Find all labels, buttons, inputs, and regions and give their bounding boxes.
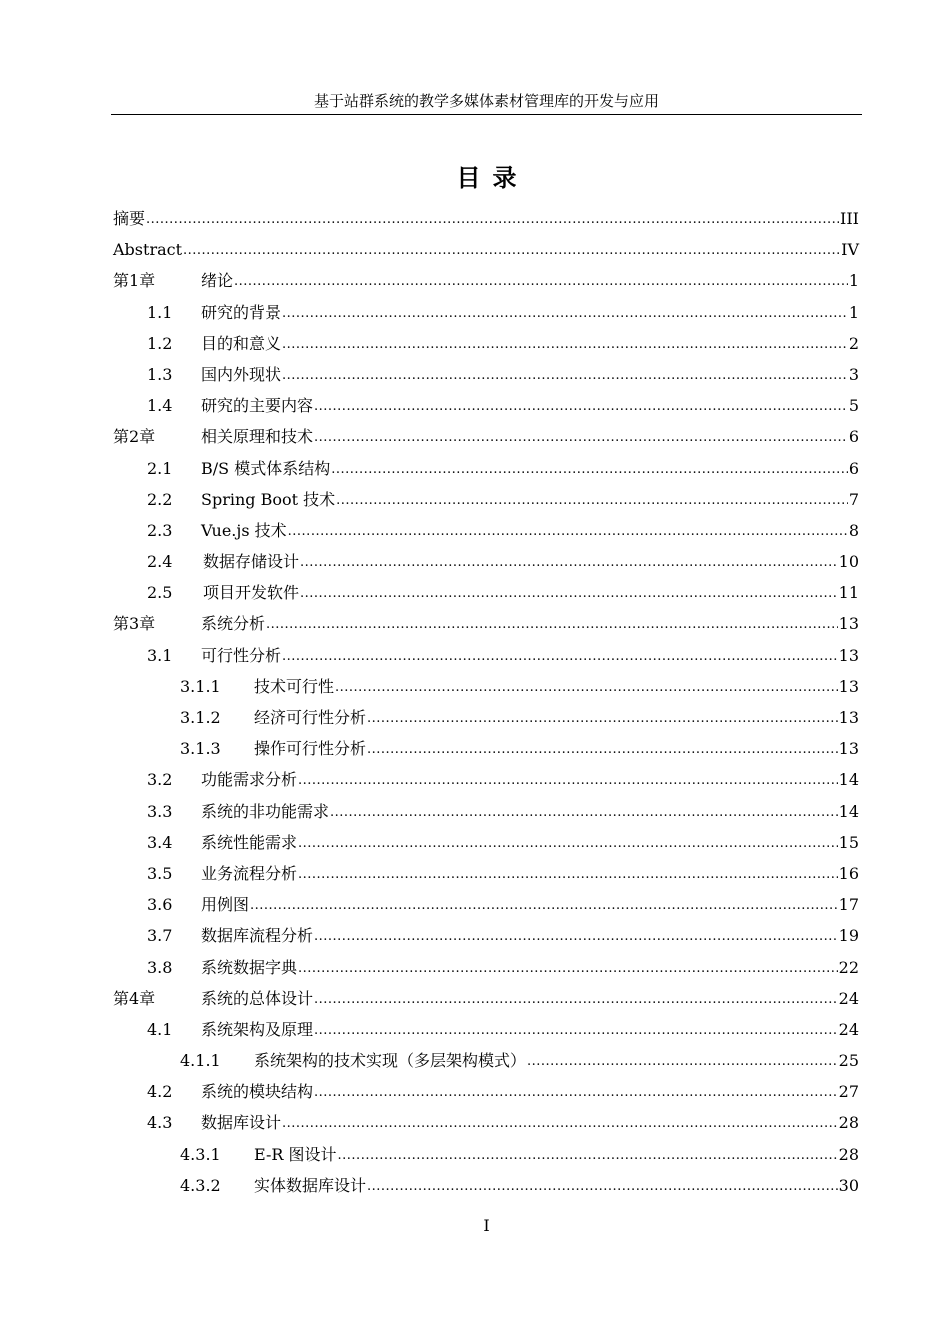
- toc-entry-page: 5: [848, 396, 859, 416]
- toc-entry-page: 15: [838, 832, 859, 852]
- toc-entry-number: 3.1.1: [180, 676, 221, 696]
- toc-entry-label: 系统的总体设计: [201, 988, 314, 1008]
- toc-entry-label: Spring Boot 技术: [201, 489, 336, 509]
- toc-entry-label: 系统架构及原理: [201, 1019, 314, 1039]
- toc-entry-number: 3.6: [147, 895, 173, 915]
- toc-entry[interactable]: [113, 515, 859, 546]
- toc-entry[interactable]: [113, 764, 859, 795]
- toc-leader-dots: [314, 389, 848, 422]
- toc-entry-label: 用例图: [201, 895, 250, 915]
- toc-entry-page: 3: [848, 364, 859, 384]
- toc-entry-label: Vue.js 技术: [201, 520, 287, 540]
- toc-leader-dots: [282, 327, 848, 360]
- toc-entry-page: 1: [848, 271, 859, 291]
- toc-entry-label: 系统的非功能需求: [201, 801, 330, 821]
- toc-entry-number: 2.4: [147, 552, 173, 572]
- toc-leader-dots: [367, 1169, 838, 1202]
- toc-entry[interactable]: [113, 920, 859, 951]
- toc-entry-label: 摘要: [113, 209, 146, 228]
- toc-entry-label: 经济可行性分析: [254, 708, 367, 727]
- toc-entry-page: 24: [838, 988, 859, 1008]
- toc-entry-number: 2.1: [147, 458, 173, 478]
- toc-leader-dots: [314, 420, 848, 453]
- toc-entry-page: 28: [838, 1113, 859, 1133]
- toc-leader-dots: [250, 888, 838, 921]
- toc-entry-number: 第3章: [113, 614, 156, 634]
- toc-entry-number: 第1章: [113, 271, 156, 291]
- toc-leader-dots: [288, 514, 848, 547]
- toc-entry[interactable]: [113, 889, 859, 920]
- toc-entry-page: 8: [848, 520, 859, 540]
- toc-entry-number: 4.3.1: [180, 1144, 221, 1164]
- toc-entry-page: 14: [838, 801, 859, 821]
- toc-entry[interactable]: [113, 453, 859, 484]
- toc-entry-number: 3.8: [147, 957, 173, 977]
- toc-entry-page: 6: [848, 427, 859, 447]
- toc-entry[interactable]: [113, 983, 859, 1014]
- toc-entry-label: 技术可行性: [254, 676, 335, 696]
- toc-title: 目录: [456, 164, 529, 192]
- table-of-contents: [113, 203, 859, 1201]
- toc-entry-label: 系统的模块结构: [201, 1082, 314, 1102]
- toc-entry-page: 25: [838, 1051, 859, 1071]
- toc-leader-dots: [314, 1013, 838, 1046]
- toc-leader-dots: [300, 545, 838, 578]
- toc-entry-label: 数据库设计: [201, 1113, 282, 1133]
- toc-entry[interactable]: [113, 952, 859, 983]
- toc-entry-label: 数据存储设计: [203, 552, 300, 572]
- running-header: 基于站群系统的教学多媒体素材管理库的开发与应用: [313, 92, 659, 110]
- toc-entry-number: 4.3: [147, 1113, 173, 1133]
- toc-entry[interactable]: [113, 1014, 859, 1045]
- toc-entry-number: 3.1.3: [180, 739, 221, 759]
- toc-entry-page: III: [840, 209, 859, 228]
- toc-leader-dots: [335, 670, 838, 703]
- toc-entry-page: 27: [838, 1082, 859, 1102]
- toc-entry-label: 目的和意义: [201, 333, 282, 353]
- toc-entry[interactable]: [113, 265, 859, 296]
- toc-entry-number: 3.7: [147, 926, 173, 946]
- toc-leader-dots: [300, 576, 838, 609]
- toc-entry-page: 1: [848, 302, 859, 322]
- toc-entry-number: 4.1: [147, 1019, 173, 1039]
- toc-entry-number: 3.5: [147, 863, 173, 883]
- toc-entry-number: 3.1.2: [180, 708, 221, 727]
- toc-entry[interactable]: [113, 702, 859, 733]
- toc-entry-label: Abstract: [113, 240, 183, 260]
- toc-leader-dots: [234, 264, 848, 297]
- toc-entry-page: 16: [838, 863, 859, 883]
- toc-entry-number: 1.3: [147, 364, 173, 384]
- toc-entry[interactable]: [113, 827, 859, 858]
- toc-entry-number: 3.2: [147, 770, 173, 790]
- toc-entry[interactable]: [113, 1139, 859, 1170]
- toc-entry-page: 13: [838, 708, 859, 727]
- toc-entry-number: 3.3: [147, 801, 173, 821]
- toc-entry-page: 17: [838, 895, 859, 915]
- toc-entry-page: 19: [838, 926, 859, 946]
- toc-entry[interactable]: [113, 234, 859, 265]
- toc-entry[interactable]: [113, 671, 859, 702]
- toc-leader-dots: [336, 483, 848, 516]
- toc-entry[interactable]: [113, 203, 859, 234]
- toc-entry[interactable]: [113, 421, 859, 452]
- toc-leader-dots: [314, 1075, 838, 1108]
- toc-leader-dots: [266, 607, 838, 640]
- toc-entry[interactable]: [113, 328, 859, 359]
- toc-entry-label: 研究的背景: [201, 302, 282, 322]
- toc-leader-dots: [183, 233, 840, 266]
- toc-leader-dots: [330, 795, 838, 828]
- toc-entry-number: 2.3: [147, 520, 173, 540]
- toc-leader-dots: [338, 1138, 838, 1171]
- toc-leader-dots: [527, 1044, 838, 1077]
- toc-entry-page: 24: [838, 1019, 859, 1039]
- toc-entry[interactable]: [113, 484, 859, 515]
- toc-entry-number: 第2章: [113, 427, 156, 447]
- toc-entry[interactable]: [113, 1076, 859, 1107]
- toc-entry[interactable]: [113, 1107, 859, 1138]
- toc-entry-label: 绪论: [201, 271, 234, 291]
- toc-entry-label: 国内外现状: [201, 364, 282, 384]
- toc-entry-label: B/S 模式体系结构: [201, 458, 331, 478]
- toc-entry-label: 系统架构的技术实现（多层架构模式）: [254, 1051, 527, 1071]
- toc-entry-label: 相关原理和技术: [201, 427, 314, 447]
- toc-entry-page: 14: [838, 770, 859, 790]
- toc-entry-number: 3.1: [147, 645, 173, 665]
- toc-entry-page: IV: [841, 240, 859, 260]
- toc-entry-page: 6: [848, 458, 859, 478]
- toc-entry[interactable]: [113, 297, 859, 328]
- toc-entry-number: 第4章: [113, 988, 156, 1008]
- toc-entry[interactable]: [113, 640, 859, 671]
- toc-entry-label: E-R 图设计: [254, 1144, 337, 1164]
- header-rule: [111, 114, 862, 115]
- toc-entry-label: 实体数据库设计: [254, 1175, 367, 1195]
- page-number: I: [483, 1216, 490, 1235]
- toc-entry-page: 13: [838, 614, 859, 634]
- toc-leader-dots: [331, 452, 848, 485]
- toc-entry-number: 2.2: [147, 489, 173, 509]
- toc-leader-dots: [298, 951, 838, 984]
- toc-entry-number: 1.1: [147, 302, 173, 322]
- toc-entry[interactable]: [113, 608, 859, 639]
- toc-entry-number: 4.3.2: [180, 1175, 221, 1195]
- toc-leader-dots: [314, 982, 838, 1015]
- toc-leader-dots: [367, 701, 838, 734]
- toc-leader-dots: [282, 1106, 838, 1139]
- toc-entry-page: 22: [838, 957, 859, 977]
- toc-entry-label: 功能需求分析: [201, 770, 298, 790]
- toc-entry-label: 项目开发软件: [203, 583, 300, 603]
- toc-entry-page: 30: [838, 1175, 859, 1195]
- toc-entry-label: 系统性能需求: [201, 832, 298, 852]
- toc-entry[interactable]: [113, 546, 859, 577]
- toc-entry-page: 28: [838, 1144, 859, 1164]
- toc-entry-label: 操作可行性分析: [254, 739, 367, 759]
- toc-leader-dots: [298, 826, 838, 859]
- toc-entry-label: 可行性分析: [201, 645, 282, 665]
- toc-leader-dots: [282, 639, 838, 672]
- toc-entry-page: 2: [848, 333, 859, 353]
- toc-entry-number: 4.2: [147, 1082, 173, 1102]
- toc-entry-number: 4.1.1: [180, 1051, 221, 1071]
- toc-entry-page: 10: [838, 552, 859, 572]
- toc-entry-page: 11: [838, 583, 859, 603]
- toc-leader-dots: [146, 202, 839, 235]
- toc-entry-number: 1.4: [147, 396, 173, 416]
- toc-entry[interactable]: [113, 390, 859, 421]
- toc-entry-page: 7: [848, 489, 859, 509]
- toc-leader-dots: [282, 296, 848, 329]
- toc-entry-label: 系统分析: [201, 614, 266, 634]
- toc-entry[interactable]: [113, 733, 859, 764]
- toc-entry[interactable]: [113, 796, 859, 827]
- toc-leader-dots: [314, 919, 838, 952]
- toc-entry-page: 13: [838, 739, 859, 759]
- toc-entry[interactable]: [113, 359, 859, 390]
- toc-entry[interactable]: [113, 577, 859, 608]
- toc-entry[interactable]: [113, 858, 859, 889]
- toc-entry[interactable]: [113, 1170, 859, 1201]
- toc-leader-dots: [282, 358, 848, 391]
- toc-leader-dots: [298, 763, 838, 796]
- toc-leader-dots: [367, 732, 838, 765]
- toc-entry-label: 数据库流程分析: [201, 926, 314, 946]
- toc-entry-label: 系统数据字典: [201, 957, 298, 977]
- toc-entry[interactable]: [113, 1045, 859, 1076]
- toc-entry-page: 13: [838, 676, 859, 696]
- toc-entry-number: 3.4: [147, 832, 173, 852]
- toc-entry-page: 13: [838, 645, 859, 665]
- toc-entry-label: 研究的主要内容: [201, 396, 314, 416]
- toc-entry-label: 业务流程分析: [201, 863, 298, 883]
- toc-leader-dots: [298, 857, 838, 890]
- toc-entry-number: 2.5: [147, 583, 173, 603]
- toc-entry-number: 1.2: [147, 333, 173, 353]
